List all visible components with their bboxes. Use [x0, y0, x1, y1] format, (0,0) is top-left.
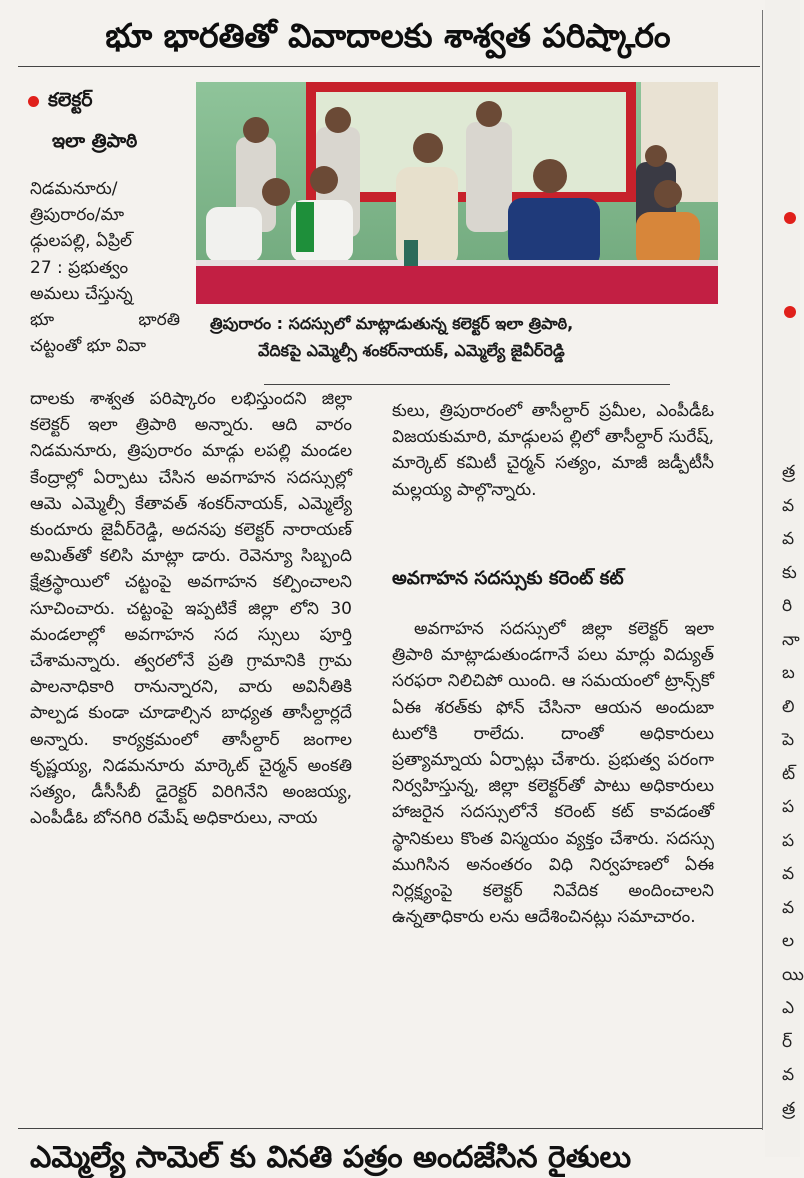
adjacent-article-char: ప: [782, 797, 795, 817]
adjacent-article-char: వ: [782, 1065, 795, 1085]
article-text: అవగాహన సదస్సులో జిల్లా కలెక్టర్ ఇలా త్రిపాఠి మాట్లాడుతుండగానే పలు మార్లు విద్యుత్ సరఫరా నిలిచిపో యింది. ఆ సమయంలో ట్రాన్స్‌కో ఏఈ శరత్‌కు ఫోన్ చేసినా ఆయన అందుబా టులోకి రాలేదు. దాంతో అధికారులు ప్రత్యామ్నాయ ఏర్పాట్లు చేశారు. ప్రభుత్వ పరంగా నిర్వహిస్తున్న, జిల్లా కలెక్టర్‌తో పాటు అధికారులు హాజరైన సదస్సులోనే కరెంట్ కట్ కావడంతో స్థానికులు కొంత విస్మయం వ్యక్తం చేశారు. సదస్సు ముగిసిన అనంతరం విధి నిర్వహణలో ఏఈ నిర్లక్ష్యంపై కలెక్టర్ నివేదిక అందించాలని ఉన్నతాధికారు లను ఆదేశించినట్లు సమాచారం.: [392, 619, 714, 928]
adjacent-article-char: పె: [782, 730, 795, 750]
caption-line: వేదికపై ఎమ్మెల్సీ శంకర్‌నాయక్, ఎమ్మెల్యే జైవీర్‌రెడ్డి: [258, 341, 565, 360]
adjacent-article-char: యి: [782, 964, 804, 985]
text-line: త్రిపురారం/మా: [30, 205, 125, 226]
caption-divider: [264, 384, 670, 385]
news-photo-icon: [196, 82, 718, 304]
adjacent-article-char: ల: [782, 931, 795, 951]
text-line: చట్టంతో భూ వివా: [30, 336, 147, 357]
next-article-headline: ఎమ్మెల్యే సామెల్ కు వినతి పత్రం అందజేసిన రైతులు: [30, 1140, 632, 1175]
adjacent-article-char: లి: [782, 696, 795, 717]
adjacent-article-char: త్ర: [782, 462, 796, 482]
text-line: నిడమనూరు/: [30, 179, 118, 199]
byline-label: కలెక్టర్: [48, 89, 93, 111]
text-line: 27 : ప్రభుత్వం: [30, 257, 129, 278]
text-line: అమలు చేస్తున్న: [30, 283, 133, 304]
article-text: దాలకు శాశ్వత పరిష్కారం లభిస్తుందని జిల్లా కలెక్టర్ ఇలా త్రిపాఠి అన్నారు. ఆది వారం నిడమనూరు, త్రిపురారం మాడ్గు లపల్లి మండల కేంద్రాల్లో ఏర్పాటు చేసిన అవగాహన సదస్సుల్లో ఆమె ఎమ్మెల్సీ కేతావత్ శంకర్‌నాయక్, ఎమ్మెల్యే కుందూరు జైవీర్‌రెడ్డి, అదనపు కలెక్టర్ నారాయణ్ అమిత్‌తో కలిసి మాట్లా డారు. రెవెన్యూ సిబ్బంది క్షేత్రస్థాయిలో చట్టంపై అవగాహన కల్పించాలని సూచించారు. చట్టంపై ఇప్పటికే జిల్లా లోని 30 మండలాల్లో అవగాహన సద స్సులు పూర్తి చేశామన్నారు. త్వరలోనే ప్రతి గ్రామానికి గ్రామ పాలనాధికారి రానున్నారని, వారు అవినీతికి పాల్పడ కుండా చూడాల్సిన బాధ్యత తాసీల్దార్లదే అన్నారు. కార్యక్రమంలో తాసీల్దార్ జంగాల కృష్ణయ్య, నిడమనూరు మార్కెట్ చైర్మన్ అంకతి సత్యం, డీసీసీబీ డైరెక్టర్ విరిగినేని అంజయ్య, ఎంపీడీఓ బోనగిరి రమేష్ అధికారులు, నాయ: [30, 389, 352, 829]
article-column-2: [30, 386, 352, 831]
adjacent-article-char: రి: [782, 596, 793, 616]
byline-name: ఇలా త్రిపాఠి: [52, 130, 138, 152]
article-subheading: అవగాహన సదస్సుకు కరెంట్ కట్: [392, 568, 624, 589]
article-headline: భూ భారతితో వివాదాలకు శాశ్వత పరిష్కారం: [105, 16, 671, 55]
text-line: భూ భారతి: [30, 310, 180, 331]
adjacent-article-char: ఎ: [782, 998, 795, 1018]
article-column-3b: [392, 616, 714, 930]
caption-line: త్రిపురారం : సదస్సులో మాట్లాడుతున్న కలెక్టర్ ఇలా త్రిపాఠి,: [210, 314, 574, 333]
headline-divider: [18, 66, 760, 67]
bullet-icon: [28, 96, 39, 107]
text-line: డ్గులపల్లి, ఏప్రిల్: [30, 231, 133, 252]
article-column-3: [392, 398, 714, 503]
article-text: కులు, త్రిపురారంలో తాసీల్దార్ ప్రమీల, ఎంపీడీఓ విజయకుమారి, మాడ్గులప ల్లిలో తాసీల్దార్ సురేష్, మార్కెట్ కమిటీ చైర్మన్ సత్యం, మాజీ జడ్పీటీసీ మల్లయ్య పాల్గొన్నారు.: [392, 401, 714, 500]
adjacent-article-char: బ: [782, 663, 795, 683]
adjacent-article-char: కు: [782, 562, 797, 583]
photo-caption: [210, 310, 710, 364]
adjacent-article-char: వ: [782, 495, 795, 516]
news-photo: [196, 82, 718, 304]
bullet-icon: [784, 212, 796, 224]
adjacent-article-char: త్ర: [782, 1098, 796, 1119]
adjacent-article-char: ట్: [782, 763, 796, 784]
article-bottom-divider: [18, 1128, 762, 1129]
adjacent-article-char: ప: [782, 830, 795, 851]
adjacent-article-char: వ: [782, 864, 795, 884]
adjacent-article-char: నా: [782, 629, 800, 650]
bullet-icon: [784, 306, 796, 318]
adjacent-article-char: ర్: [782, 1031, 793, 1052]
column-divider: [762, 10, 763, 1130]
dateline-column: [30, 176, 180, 359]
adjacent-article-char: వ: [782, 897, 795, 918]
adjacent-article-char: వ: [782, 529, 795, 549]
